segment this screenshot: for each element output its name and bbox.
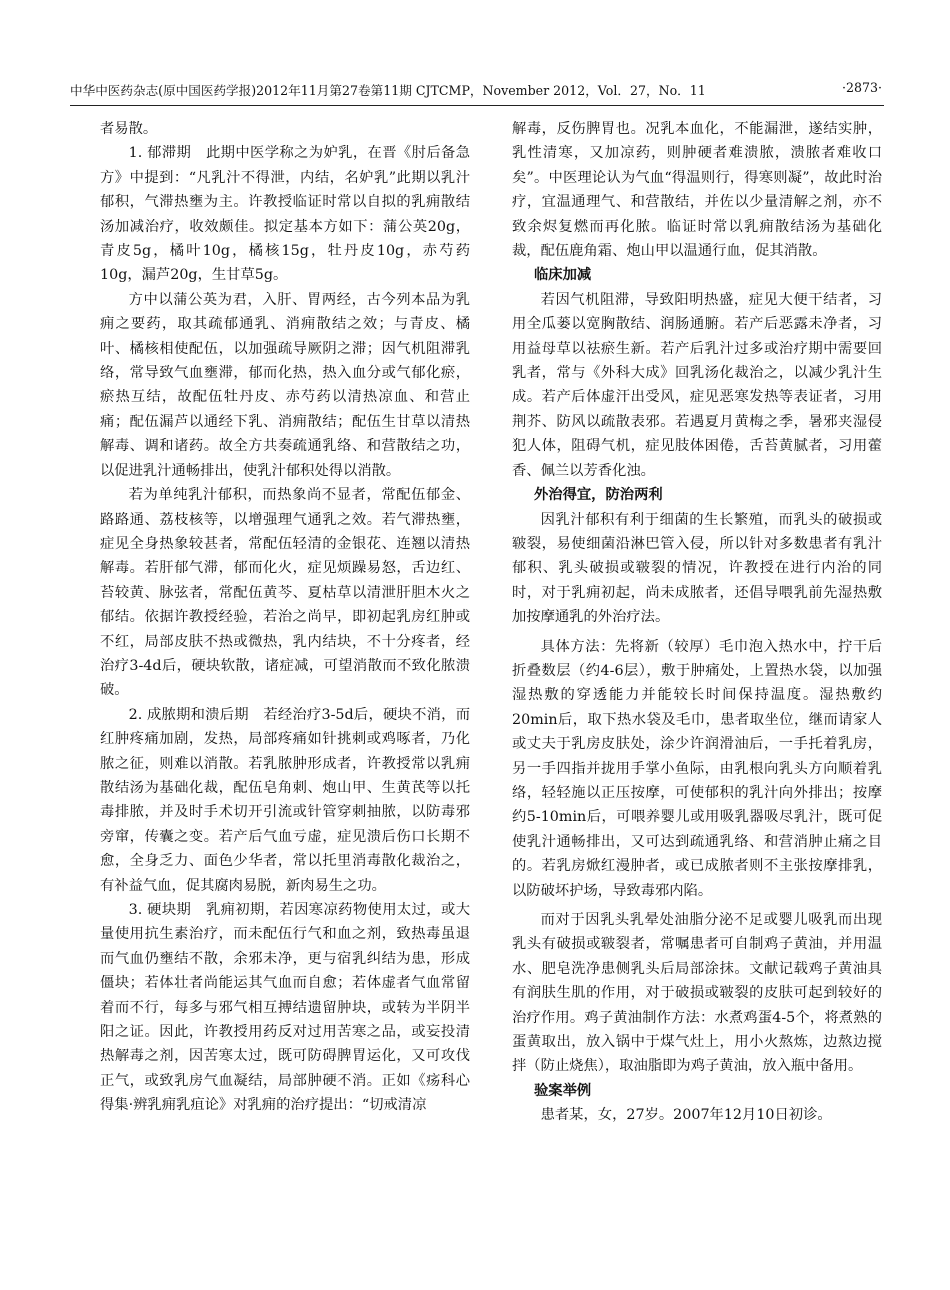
paragraph: 若因气机阻滞，导致阳明热盛，症见大便干结者，习用全瓜蒌以宽胸散结、润肠通腑。若产后恶露未净者，习用益母草以祛瘀生新。若产后乳汁过多或治疗期中需要回乳者，常与《外科大成》回乳汤化裁治之，以减少乳汁生成。若产后体虚汗出受风，症见恶寒发热等表证者，习用荆芥、防风以疏散表邪。若遇夏月黄梅之季，暑邪夹湿侵犯人体，阻碍气机，症见肢体困倦，舌苔黄腻者，习用藿香、佩兰以芳香化浊。: [512, 291, 882, 479]
paragraph: 2. 成脓期和溃后期 若经治疗3-5d后，硬块不消，而红肿疼痛加剧，发热，局部疼痛如针挑刺或鸡啄者，乃化脓之征，则难以消散。若乳脓肿形成者，许教授常以乳痈散结汤为基础化裁，配伍皂角刺、炮山甲、生黄芪等以托毒排脓，并及时手术切开引流或针管穿刺抽脓，以防毒邪旁窜，传囊之变。若产后气血亏虚，症见溃后伤口长期不愈，全身乏力、面色少华者，常以托里消毒散化裁治之，有补益气血，促其腐肉易脱，新肉易生之功。: [100, 706, 470, 894]
journal-citation: 中华中医药杂志(原中国医药学报)2012年11月第27卷第11期 CJTCMP，November 2012，Vol．27，No．11: [70, 83, 706, 98]
right-column: [512, 117, 882, 1128]
paragraph: 若为单纯乳汁郁积，而热象尚不显者，常配伍郁金、路路通、荔枝核等，以增强理气通乳之效。若气滞热壅，症见全身热象较甚者，常配伍轻清的金银花、连翘以清热解毒。若肝郁气滞，郁而化火，症见烦躁易怒，舌边红、苔较黄、脉弦者，常配伍黄芩、夏枯草以清泄肝胆木火之郁结。依据许教授经验，若治之尚早，即初起乳房红肿或不红，局部皮肤不热或微热，乳内结块，不十分疼者，经治疗3-4d后，硬块软散，诸症减，可望消散而不致化脓溃破。: [100, 487, 470, 699]
running-header: [70, 78, 882, 102]
page-number: ·2873·: [841, 80, 882, 95]
paragraph: 者易散。: [100, 121, 158, 137]
paragraph: 1. 郁滞期 此期中医学称之为妒乳，在晋《肘后备急方》中提到：“凡乳汁不得泄，内结，名妒乳”此期以乳汁郁积，气滞热壅为主。许教授临证时常以自拟的乳痈散结汤加减治疗，收效颇佳。拟定基本方如下：蒲公英20g，青皮5g，橘叶10g，橘核15g，牡丹皮10g，赤芍药10g，漏芦20g，生甘草5g。: [100, 145, 470, 284]
paragraph: 而对于因乳头乳晕处油脂分泌不足或婴儿吸乳而出现乳头有破损或皲裂者，常嘱患者可自制鸡子黄油，并用温水、肥皂洗净患侧乳头后局部涂抹。文献记载鸡子黄油具有润肤生肌的作用，对于破损或皲裂的皮肤可起到较好的治疗作用。鸡子黄油制作方法：水煮鸡蛋4-5个，将煮熟的蛋黄取出，放入锅中于煤气灶上，用小火熬炼，边熬边搅拌（防止烧焦），取油脂即为鸡子黄油，放入瓶中备用。: [512, 912, 882, 1075]
section-heading: 临床加减: [534, 267, 592, 284]
paragraph: 方中以蒲公英为君，入肝、胃两经，古今列本品为乳痈之要药，取其疏郁通乳、消痈散结之效；与青皮、橘叶、橘核相使配伍，以加强疏导厥阴之滞；因气机阻滞乳络，常导致气血壅滞，郁而化热，热入血分或气郁化瘀，瘀热互结，故配伍牡丹皮、赤芍药以清热凉血、和营止痛；配伍漏芦以通经下乳、消痈散结；配伍生甘草以清热解毒、调和诸药。故全方共奏疏通乳络、和营散结之功，以促进乳汁通畅排出，使乳汁郁积处得以消散。: [100, 291, 470, 479]
paragraph: 解毒，反伤脾胃也。况乳本血化，不能漏泄，遂结实肿，乳性清寒，又加凉药，则肿硬者难溃脓，溃脓者难收口矣”。中医理论认为气血“得温则行，得寒则凝”，故此时治疗，宜温通理气、和营散结，并佐以少量清解之剂，亦不致余烬复燃而再化脓。临证时常以乳痈散结汤为基础化裁，配伍鹿角霜、炮山甲以温通行血，促其消散。: [512, 121, 882, 260]
section-heading: 外治得宜，防治两利: [534, 487, 663, 504]
header-rule: [70, 105, 884, 106]
paragraph: 具体方法：先将新（较厚）毛巾泡入热水中，拧干后折叠数层（约4-6层），敷于肿痛处，上置热水袋，以加强湿热敷的穿透能力并能较长时间保持温度。湿热敷约20min后，取下热水袋及毛巾，患者取坐位，继而请家人或丈夫于乳房皮肤处，涂少许润滑油后，一手托着乳房，另一手四指并拢用手掌小鱼际，由乳根向乳头方向顺着乳络，轻轻施以正压按摩，可使郁积的乳汁向外排出；按摩约5-10min后，可喂养婴儿或用吸乳器吸尽乳汁，既可促使乳汁通畅排出，又可达到疏通乳络、和营消肿止痛之目的。若乳房焮红漫肿者，或已成脓者则不主张按摩排乳，以防破坏护场，导致毒邪内陷。: [512, 638, 882, 899]
section-heading: 验案举例: [534, 1082, 592, 1099]
paragraph: 3. 硬块期 乳痈初期，若因寒凉药物使用太过，或大量使用抗生素治疗，而未配伍行气和血之剂，致热毒虽退而气血仍壅结不散，余邪未净，更与宿乳纠结为患，形成僵块；若体壮者尚能运其气血而自愈；若体虚者气血常留着而不行，每多与邪气相互搏结遗留肿块，或转为半阴半阳之证。因此，许教授用药反对过用苦寒之品，或妄投清热解毒之剂，因苦寒太过，既可防碍脾胃运化，又可攻伐正气，或致乳房气血凝结，局部肿硬不消。正如《疡科心得集·辨乳痈乳疽论》对乳痈的治疗提出：“切戒清凉: [100, 902, 470, 1114]
left-column: [100, 117, 470, 1118]
paragraph: 患者某，女，27岁。2007年12月10日初诊。: [540, 1107, 832, 1124]
paragraph: 因乳汁郁积有利于细菌的生长繁殖，而乳头的破损或皲裂，易使细菌沿淋巴管入侵，所以针对多数患者有乳汁郁积、乳头破损或皲裂的情况，许教授在进行内治的同时，对于乳痈初起，尚未成脓者，还倡导喂乳前先湿热敷加按摩通乳的外治疗法。: [512, 511, 882, 626]
